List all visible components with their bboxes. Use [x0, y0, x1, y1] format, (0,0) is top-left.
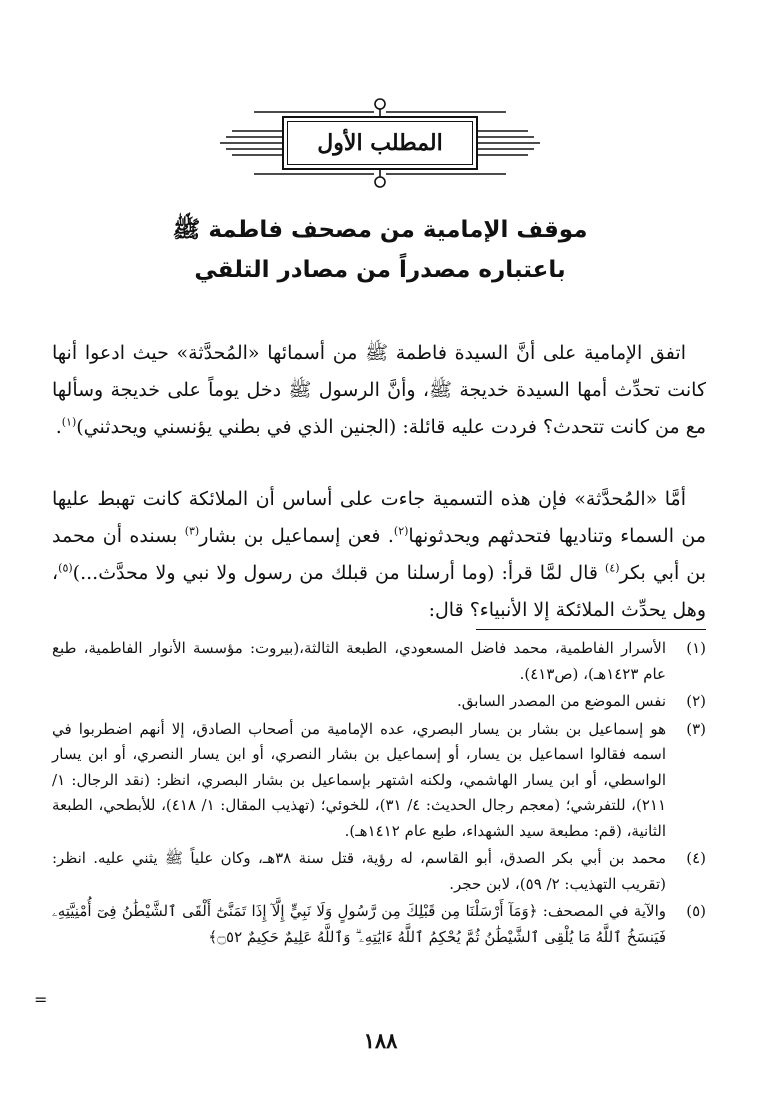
- footnote-text: والآية في المصحف: ﴿وَمَآ أَرْسَلْنَا مِن قَبْلِكَ مِن رَّسُولٍ وَلَا نَبِيٍّ إِلَّآ إِذَا تَمَنَّىٰٓ أَلْقَى ٱلشَّيْطَٰنُ فِىٓ أُمْنِيَّتِهِۦ فَيَنسَخُ ٱللَّهُ مَا يُلْقِى ٱلشَّيْطَٰنُ ثُمَّ يُحْكِمُ ٱللَّهُ ءَايَٰتِهِۦ ۗ وَٱللَّهُ عَلِيمٌ حَكِيمٌ ۝٥٢﴾: [52, 902, 666, 946]
- footnote-3: [52, 717, 706, 845]
- footnote-number: (٣): [686, 719, 706, 738]
- chapter-heading-line1: موقف الإمامية من مصحف فاطمة ﷺ: [172, 217, 588, 243]
- footnote-text: هو إسماعيل بن بشار بن يسار البصري، عده الإمامية من أصحاب الصادق، إلا أنهم اضطربوا في اسمه فقالوا اسماعيل بن يسار، أو إسماعيل بن بشار النصري، أو ابن يسار النصري، أو ابن يسار الواسطي، أو ابن يسار الهاشمي، ولكنه اشتهر بإسماعيل بن بشار البصري، انظر: (نقد الرجال: ١/ ٢١١)، للتفرشي؛ (معجم رجال الحديث: ٤/ ٣١)، للخوئي؛ (تهذيب المقال: ١/ ٤١٨)، للأبطحي، الطبعة الثانية، (قم: مطبعة سيد الشهداء، طبع عام ١٤١٢هـ).: [52, 719, 667, 840]
- footnote-number: (٤): [686, 849, 706, 867]
- paragraph-1-text: اتفق الإمامية على أنَّ السيدة فاطمة ﷺ من أسمائها «المُحدَّثة» حيث ادعوا أنها كانت تحدِّث أمها السيدة خديجة ﷺ، وأنَّ الرسول ﷺ دخل يوماً على خديجة وسألها مع من كانت تتحدث؟ فردت عليه قائلة: (الجنين الذي في بطني يؤنسني ويحدثني): [52, 342, 706, 438]
- footnote-2: [52, 689, 706, 715]
- footnote-number: (١): [686, 639, 706, 657]
- footnote-separator: [476, 629, 706, 630]
- paragraph-2-part2: . فعن إسماعيل بن بشار: [199, 525, 394, 547]
- paragraph-2-part4: قال لمَّا قرأ: (وما أرسلنا من قبلك من رسول ولا نبي ولا محدَّث...): [72, 562, 606, 584]
- footnote-text: نفس الموضع من المصدر السابق.: [457, 692, 666, 710]
- footnote-text: الأسرار الفاطمية، محمد فاضل المسعودي، الطبعة الثالثة،(بيروت: مؤسسة الأنوار الفاطمية، طبع عام ١٤٢٣هـ)، (ص٤١٣).: [52, 639, 666, 683]
- section-title-box: [282, 116, 478, 170]
- paragraph-2: [52, 481, 706, 629]
- footnote-4: [52, 846, 706, 897]
- footnotes: [52, 636, 706, 952]
- paragraph-1-tail: .: [55, 416, 62, 438]
- footnote-1: [52, 636, 706, 687]
- chapter-heading-line2: باعتباره مصدراً من مصادر التلقي: [194, 257, 566, 283]
- footnote-ref-5: (٥): [58, 561, 73, 575]
- footnote-ref-3: (٣): [184, 524, 200, 538]
- continuation-mark: =: [34, 990, 48, 1009]
- page-number: ١٨٨: [363, 1028, 398, 1053]
- paragraph-2-part5: ، وهل يحدِّث الملائكة إلا الأنبياء؟ قال:: [52, 562, 706, 621]
- footnote-5: [52, 899, 706, 950]
- footnote-text: محمد بن أبي بكر الصدق، أبو القاسم، له رؤية، قتل سنة ٣٨هـ، وكان علياً ﷺ يثني عليه. انظر: (تقريب التهذيب: ٢/ ٥٩)، لابن حجر.: [52, 849, 666, 893]
- footnote-number: (٥): [686, 902, 706, 920]
- section-ornament: [214, 96, 546, 190]
- paragraph-2-part3: بسنده أن محمد بن أبي بكر: [52, 525, 706, 584]
- paragraph-1: [52, 335, 706, 446]
- section-title: المطلب الأول: [317, 130, 443, 156]
- footnote-number: (٢): [686, 692, 706, 710]
- footnote-ref-4: (٤): [605, 561, 620, 575]
- paragraph-2-part1: أمَّا «المُحدَّثة» فإن هذه التسمية جاءت على أساس أن الملائكة كانت تهبط عليها من السماء وتناديها فتحدثهم ويحدثونها: [52, 488, 706, 547]
- footnote-ref-1: (١): [61, 415, 77, 429]
- footnote-ref-2: (٢): [393, 524, 409, 538]
